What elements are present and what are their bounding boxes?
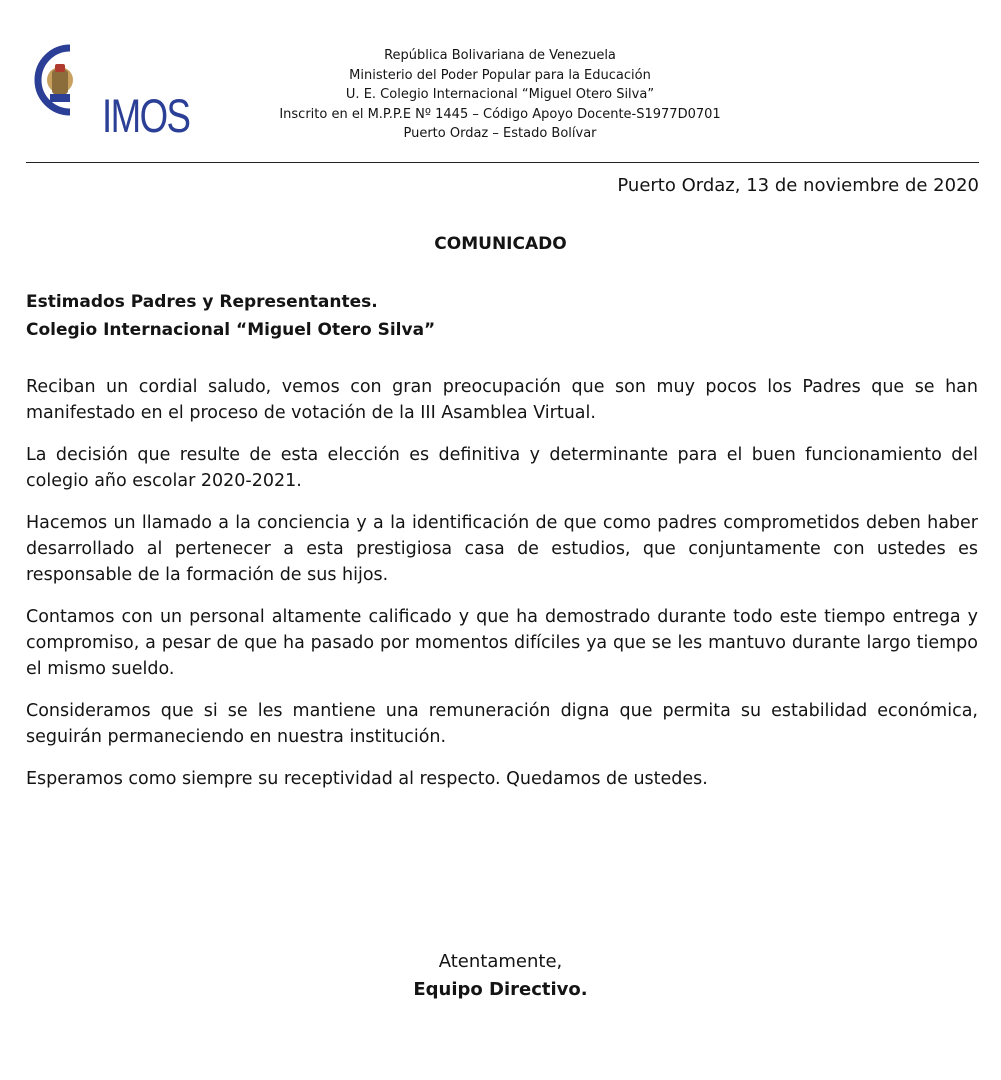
body-paragraph: Consideramos que si se les mantiene una remuneración digna que permita su estabilidad económica, seguirán permaneciendo en nuestra institución. xyxy=(26,701,978,747)
header-line-school: U. E. Colegio Internacional “Miguel Otero Silva” xyxy=(345,87,655,102)
closing-salutation: Atentamente, xyxy=(438,951,563,972)
letter-date: Puerto Ordaz, 13 de noviembre de 2020 xyxy=(617,175,979,196)
school-logo xyxy=(30,40,190,142)
logo-wordmark: IMOS xyxy=(102,89,190,142)
header-line-registration: Inscrito en el M.P.P.E Nº 1445 – Código Apoyo Docente-S1977D0701 xyxy=(279,106,721,122)
closing-signature: Equipo Directivo. xyxy=(413,979,588,1000)
header-divider xyxy=(26,162,979,163)
document-title: COMUNICADO xyxy=(434,234,567,254)
greeting-recipients: Estimados Padres y Representantes. xyxy=(26,292,378,312)
letter-body xyxy=(26,374,978,808)
body-paragraph: Contamos con un personal altamente calificado y que ha demostrado durante todo este tiempo entrega y compromiso, a pesar de que ha pasado por momentos difíciles ya que se les mantuvo durante largo tiempo el mismo sueldo. xyxy=(26,607,978,679)
greeting xyxy=(26,288,435,344)
body-paragraph: Hacemos un llamado a la conciencia y a la identificación de que como padres comprometidos deben haber desarrollado al pertenecer a esta prestigiosa casa de estudios, que conjuntamente con ustedes es responsable de la formación de sus hijos. xyxy=(26,513,978,585)
header-line-ministry: Ministerio del Poder Popular para la Educación xyxy=(349,67,651,83)
body-paragraph: La decisión que resulte de esta elección es definitiva y determinante para el buen funcionamiento del colegio año escolar 2020-2021. xyxy=(26,445,978,491)
header-line-country: República Bolivariana de Venezuela xyxy=(384,48,616,63)
institution-header xyxy=(220,46,780,144)
greeting-school: Colegio Internacional “Miguel Otero Silva” xyxy=(26,320,436,340)
body-paragraph: Reciban un cordial saludo, vemos con gran preocupación que son muy pocos los Padres que se han manifestado en el proceso de votación de la III Asamblea Virtual. xyxy=(26,377,978,423)
closing xyxy=(0,948,1001,1004)
header-line-location: Puerto Ordaz – Estado Bolívar xyxy=(403,126,597,141)
body-paragraph: Esperamos como siempre su receptividad al respecto. Quedamos de ustedes. xyxy=(26,769,708,789)
